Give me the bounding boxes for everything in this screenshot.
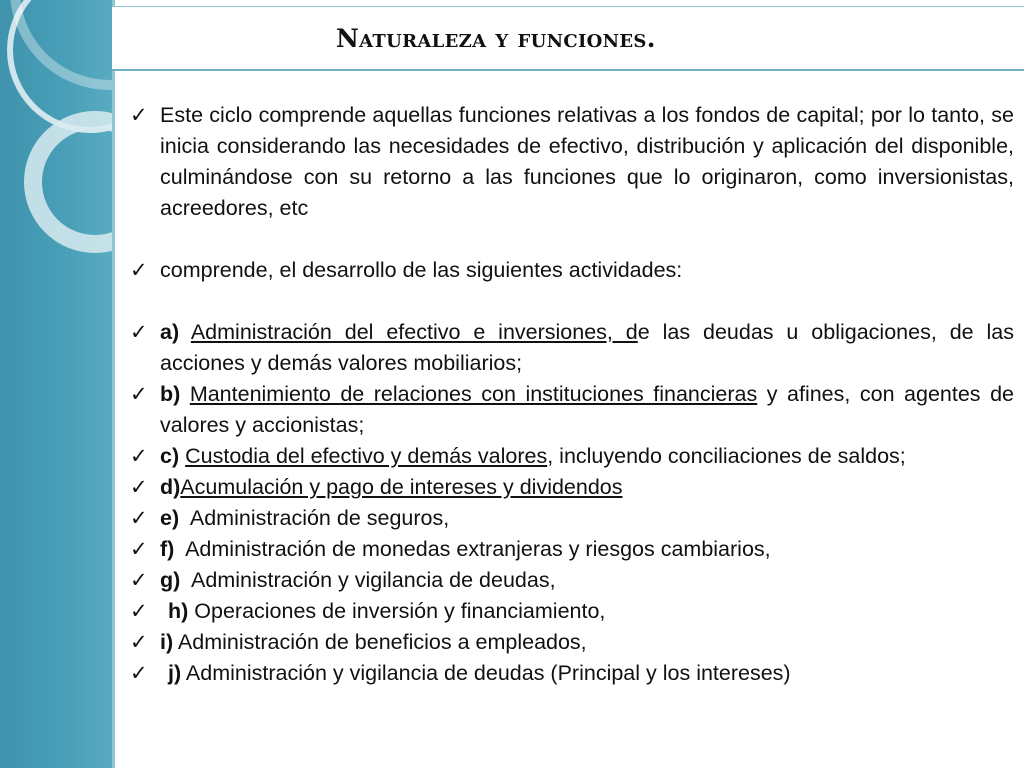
list-item <box>130 658 1014 689</box>
item-label: a) <box>160 320 180 344</box>
checkmark-icon: ✓ <box>130 445 148 468</box>
item-label: d) <box>160 475 181 499</box>
item-underlined: Custodia del efectivo y demás valores <box>185 444 548 468</box>
checkmark-icon: ✓ <box>130 662 148 685</box>
list-item <box>130 565 1014 596</box>
item-label: i) <box>160 630 174 654</box>
item-label: g) <box>160 568 181 592</box>
decorative-sidebar <box>0 0 114 768</box>
list-item <box>130 441 1014 472</box>
bullet-list <box>130 100 1014 689</box>
item-underlined: Acumulación y pago de intereses y dividendos <box>180 475 623 499</box>
list-item <box>130 627 1014 658</box>
list-item <box>130 379 1014 441</box>
item-text: Este ciclo comprende aquellas funciones relativas a los fondos de capital; por lo tanto, se inicia considerando las necesidades de efectivo, distribución y aplicación del disponible, culminándose con su retorno a las funciones que lo originaron, como inversionistas, acreedores, etc <box>160 103 1014 220</box>
item-rest: Administración y vigilancia de deudas (Principal y los intereses) <box>181 661 791 685</box>
checkmark-icon: ✓ <box>130 383 148 406</box>
list-item <box>130 255 1014 286</box>
title-bar <box>112 6 1024 71</box>
sidebar-divider <box>112 0 115 768</box>
list-item <box>130 503 1014 534</box>
list-item <box>130 596 1014 627</box>
item-rest: Administración de seguros, <box>179 506 450 530</box>
item-text: comprende, el desarrollo de las siguientes actividades: <box>160 258 683 282</box>
slide-title: Naturaleza y funciones. <box>336 24 656 53</box>
checkmark-icon: ✓ <box>130 321 148 344</box>
item-underlined: Administración del efectivo e inversiones, d <box>190 320 638 344</box>
checkmark-icon: ✓ <box>130 507 148 530</box>
list-item <box>130 317 1014 379</box>
decorative-circles <box>0 0 114 768</box>
list-item <box>130 472 1014 503</box>
item-label: c) <box>160 444 180 468</box>
item-rest: Administración de beneficios a empleados, <box>173 630 587 654</box>
checkmark-icon: ✓ <box>130 538 148 561</box>
checkmark-icon: ✓ <box>130 569 148 592</box>
item-label: e) <box>160 506 180 530</box>
checkmark-icon: ✓ <box>130 259 148 282</box>
item-rest: , incluyendo conciliaciones de saldos; <box>547 444 906 468</box>
list-item <box>130 534 1014 565</box>
item-label: b) <box>160 382 181 406</box>
item-rest: y afines, con agentes de valores y accionistas; <box>160 382 1014 437</box>
item-rest: e las deudas u obligaciones, de las acciones y demás valores mobiliarios; <box>160 320 1014 375</box>
item-rest: Operaciones de inversión y financiamiento, <box>188 599 606 623</box>
checkmark-icon: ✓ <box>130 631 148 654</box>
checkmark-icon: ✓ <box>130 104 148 127</box>
checkmark-icon: ✓ <box>130 600 148 623</box>
item-label: j) <box>168 661 182 685</box>
item-rest: Administración de monedas extranjeras y riesgos cambiarios, <box>174 537 771 561</box>
list-item <box>130 100 1014 224</box>
item-label: h) <box>168 599 189 623</box>
checkmark-icon: ✓ <box>130 476 148 499</box>
item-label: f) <box>160 537 175 561</box>
item-underlined: Mantenimiento de relaciones con instituciones financieras <box>189 382 758 406</box>
item-rest: Administración y vigilancia de deudas, <box>180 568 556 592</box>
